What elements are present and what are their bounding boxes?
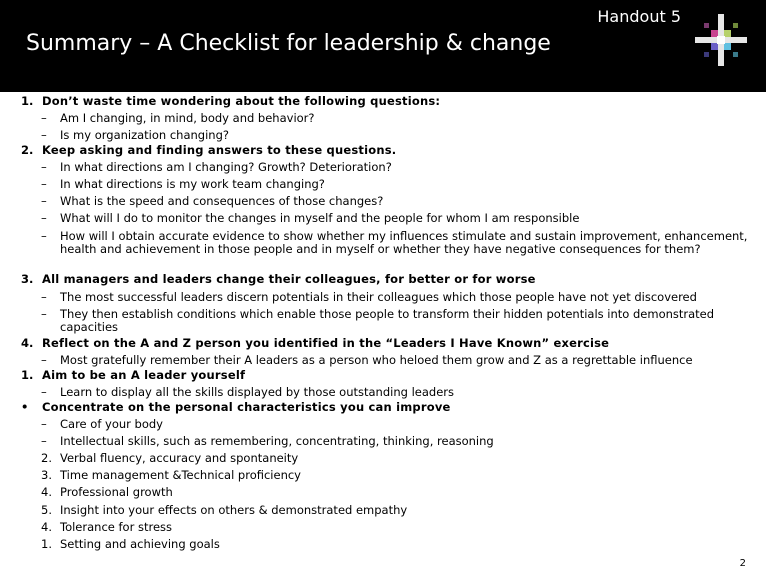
list-marker: – [41, 229, 47, 243]
list-marker: 3. [41, 468, 52, 482]
list-item-text: Learn to display all the skills displayed by those outstanding leaders [60, 385, 454, 399]
slide-title: Summary – A Checklist for leadership & change [26, 31, 551, 56]
list-item-text: Am I changing, in mind, body and behavior? [60, 111, 315, 125]
list-item-text: In what directions is my work team changing? [60, 177, 325, 191]
list-marker: – [41, 177, 47, 191]
list-item-text: Concentrate on the personal characteristics you can improve [42, 400, 451, 414]
list-item-text: What will I do to monitor the changes in myself and the people for whom I am responsible [60, 211, 580, 225]
list-item-text: Time management &Technical proficiency [60, 468, 301, 482]
list-item-text: Don’t waste time wondering about the following questions: [42, 94, 441, 108]
list-item-text: In what directions am I changing? Growth? Deterioration? [60, 160, 392, 174]
list-marker: – [41, 194, 47, 208]
list-marker: 5. [41, 503, 52, 517]
list-marker: – [41, 353, 47, 367]
list-marker: 4. [41, 520, 52, 534]
list-marker: – [41, 290, 47, 304]
slide-header [0, 0, 766, 92]
list-marker: 4. [41, 485, 52, 499]
list-item-text: Care of your body [60, 417, 163, 431]
list-marker: – [41, 417, 47, 431]
list-marker: 1. [21, 368, 34, 382]
list-marker: 1. [21, 94, 34, 108]
list-marker: – [41, 385, 47, 399]
list-marker: – [41, 160, 47, 174]
list-item-text: They then establish conditions which enable those people to transform their hidden potentials into demonstrated capacities [60, 307, 715, 334]
list-item-text: Professional growth [60, 485, 173, 499]
list-item-text: Most gratefully remember their A leaders as a person who heloed them grow and Z as a regrettable influence [60, 353, 693, 367]
list-item-text: Is my organization changing? [60, 128, 229, 142]
list-item-text: Keep asking and finding answers to these questions. [42, 143, 397, 157]
list-item-text: Intellectual skills, such as remembering, concentrating, thinking, reasoning [60, 434, 494, 448]
list-item-text: Verbal fluency, accuracy and spontaneity [60, 451, 299, 465]
list-item-text: How will I obtain accurate evidence to show whether my influences stimulate and sustain improvement, enhancement, health and achievement in those people and in myself or whether they have negative consequences for them? [60, 229, 748, 256]
list-marker: 1. [41, 537, 52, 551]
list-marker: 3. [21, 272, 34, 286]
list-marker: 4. [21, 336, 34, 350]
list-item-text: All managers and leaders change their colleagues, for better or for worse [42, 272, 536, 286]
list-marker: – [41, 307, 47, 321]
list-marker: – [41, 128, 47, 142]
list-item-text: Tolerance for stress [60, 520, 172, 534]
handout-label: Handout 5 [597, 7, 681, 26]
list-marker: 2. [41, 451, 52, 465]
list-item-text: Setting and achieving goals [60, 537, 220, 551]
list-item-text: What is the speed and consequences of those changes? [60, 194, 384, 208]
list-item-text: Insight into your effects on others & demonstrated empathy [60, 503, 408, 517]
list-marker: – [41, 111, 47, 125]
list-item-text: Aim to be an A leader yourself [42, 368, 246, 382]
list-marker: – [41, 434, 47, 448]
sparkle-logo-icon [693, 12, 749, 68]
list-marker: – [41, 211, 47, 225]
list-item-text: The most successful leaders discern potentials in their colleagues which those people have not yet discovered [60, 290, 697, 304]
page-number: 2 [739, 558, 746, 569]
list-marker: • [21, 400, 29, 414]
list-marker: 2. [21, 143, 34, 157]
list-item-text: Reflect on the A and Z person you identified in the “Leaders I Have Known” exercise [42, 336, 610, 350]
